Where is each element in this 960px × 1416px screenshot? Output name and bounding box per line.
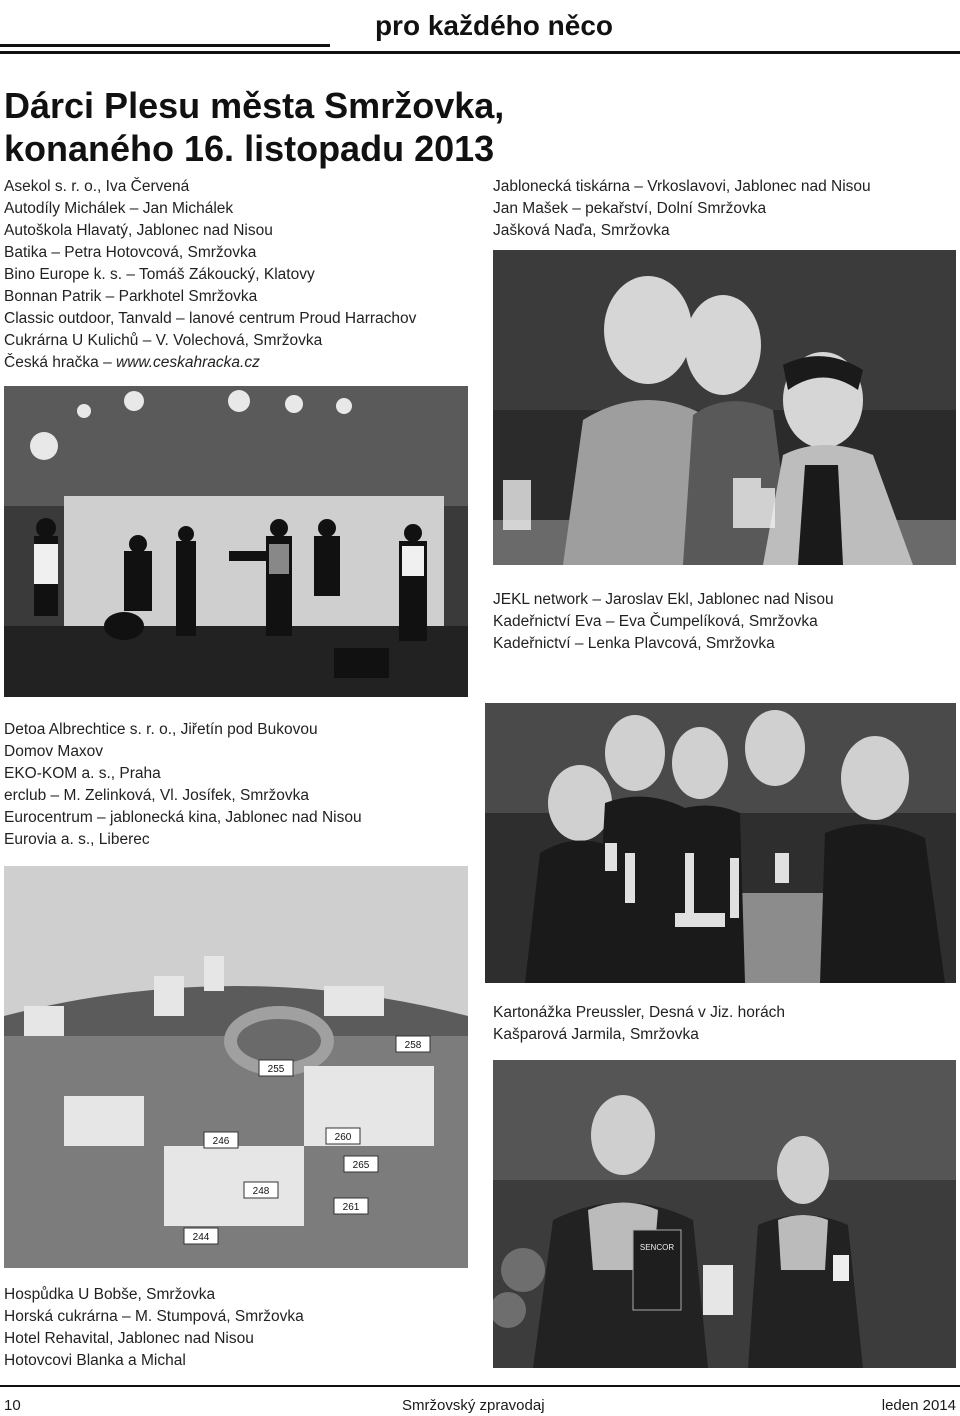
donor-item: Kadeřnictví – Lenka Plavcová, Smržovka (493, 635, 775, 652)
donor-item: Cukrárna U Kulichů – V. Volechová, Smržovka (4, 332, 323, 349)
header-rule (0, 44, 330, 47)
donor-item: Domov Maxov (4, 743, 104, 760)
book-brand-label: SENCOR (639, 1243, 675, 1252)
donor-item: Classic outdoor, Tanvald – lanové centrum Proud Harrachov (4, 310, 417, 327)
donor-list-6 (4, 1284, 304, 1372)
donor-item: JEKL network – Jaroslav Ekl, Jablonec nad Nisou (493, 591, 834, 608)
donor-website-link[interactable]: www.ceskahracka.cz (116, 354, 260, 371)
donor-item: Kartonážka Preussler, Desná v Jiz. horách (493, 1004, 786, 1021)
donor-item: Hotovcovi Blanka a Michal (4, 1352, 186, 1369)
donor-item: Bino Europe k. s. – Tomáš Zákoucký, Klatovy (4, 266, 315, 283)
section-title: pro každého něco (374, 10, 613, 41)
donor-item: Batika – Petra Hotovcová, Smržovka (4, 244, 257, 261)
donor-item-prefix: Česká hračka – (4, 354, 116, 371)
donor-item: Autoškola Hlavatý, Jablonec nad Nisou (4, 222, 273, 239)
page-number: 10 (4, 1397, 21, 1414)
prize-number-label: 260 (334, 1132, 352, 1143)
issue-date: leden 2014 (881, 1397, 956, 1414)
prize-number-label: 261 (342, 1202, 360, 1213)
donor-item: Horská cukrárna – M. Stumpová, Smržovka (4, 1308, 304, 1325)
donor-item: Jan Mašek – pekařství, Dolní Smržovka (493, 200, 767, 217)
photo-group-table (485, 703, 956, 983)
donor-item: Eurocentrum – jablonecká kina, Jablonec nad Nisou (4, 809, 362, 826)
donor-item: Eurovia a. s., Liberec (4, 831, 150, 848)
donor-list-2 (493, 176, 871, 242)
donor-item: Jašková Naďa, Smržovka (493, 222, 670, 239)
donor-item: Bonnan Patrik – Parkhotel Smržovka (4, 288, 258, 305)
photo-band-stage (4, 386, 468, 697)
donor-item: Asekol s. r. o., Iva Červená (4, 178, 190, 195)
donor-item: EKO-KOM a. s., Praha (4, 765, 161, 782)
donor-item: Kašparová Jarmila, Smržovka (493, 1026, 699, 1043)
prize-number-label: 255 (267, 1064, 285, 1075)
photo-prize-winners (493, 1060, 956, 1368)
publication-name: Smržovský zpravodaj (402, 1397, 545, 1414)
donor-item: Hotel Rehavital, Jablonec nad Nisou (4, 1330, 254, 1347)
donor-item: erclub – M. Zelinková, Vl. Josífek, Smržovka (4, 787, 309, 804)
page-footer (0, 1385, 960, 1416)
donor-item: Kadeřnictví Eva – Eva Čumpelíková, Smržovka (493, 613, 818, 630)
donor-item: Jablonecká tiskárna – Vrkoslavovi, Jablonec nad Nisou (493, 178, 871, 195)
prize-number-label: 248 (252, 1186, 270, 1197)
article-title: Dárci Plesu města Smržovka, konaného 16. listopadu 2013 (4, 85, 505, 169)
prize-number-label: 246 (212, 1136, 230, 1147)
donor-list-5 (493, 1002, 785, 1046)
donor-item (4, 352, 416, 374)
donor-item: Detoa Albrechtice s. r. o., Jiřetín pod Bukovou (4, 721, 318, 738)
section-header (0, 0, 960, 54)
photo-three-guests (493, 250, 956, 565)
donor-list-4 (4, 719, 362, 851)
donor-list-3 (493, 589, 834, 655)
prize-number-label: 244 (192, 1232, 210, 1243)
donor-item: Hospůdka U Bobše, Smržovka (4, 1286, 216, 1303)
prize-number-label: 265 (352, 1160, 370, 1171)
photo-prize-table (4, 866, 468, 1268)
donor-list-1 (4, 176, 416, 374)
donor-item: Autodíly Michálek – Jan Michálek (4, 200, 234, 217)
prize-number-label: 258 (404, 1040, 422, 1051)
